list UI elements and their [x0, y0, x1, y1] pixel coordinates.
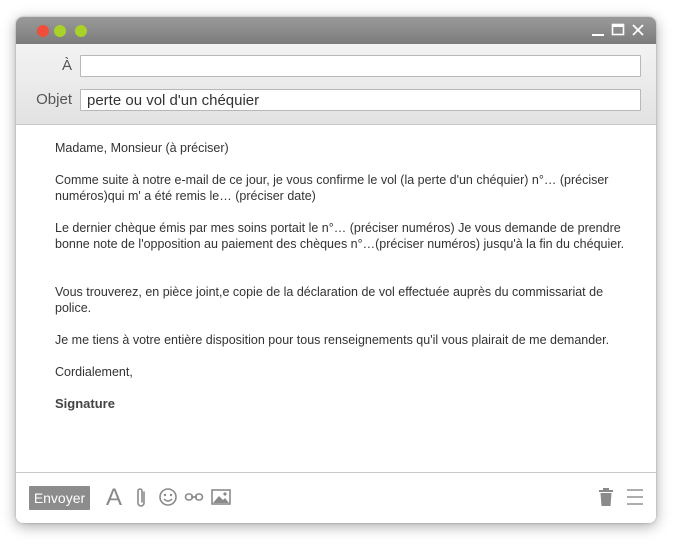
close-icon[interactable]: [629, 21, 647, 39]
to-input[interactable]: [80, 55, 641, 77]
message-body[interactable]: [16, 125, 656, 472]
trash-icon[interactable]: [598, 487, 614, 512]
link-icon[interactable]: [184, 489, 204, 510]
menu-icon[interactable]: [626, 487, 644, 512]
close-dot-button[interactable]: [37, 25, 49, 37]
text-format-icon[interactable]: A: [106, 484, 123, 511]
paperclip-icon[interactable]: [133, 486, 149, 515]
paragraph-3: Vous trouverez, en pièce joint,e copie de la déclaration de vol effectuée auprès du commissariat de police.: [55, 285, 604, 315]
compose-toolbar: [16, 472, 656, 523]
paragraph-1: Comme suite à notre e-mail de ce jour, je vous confirme le vol (la perte d'un chéquier) n°… (préciser numéros)qui m' a été remis le… (préciser date): [55, 173, 609, 203]
signature-text: Signature: [55, 396, 115, 411]
paragraph-2: Le dernier chèque émis par mes soins portait le n°… (préciser numéros) Je vous demande de prendre bonne note de l'opposition au paiement des chèques n°…(préciser numéros) jusqu'à la fin du chéquier.: [55, 221, 625, 251]
send-button[interactable]: Envoyer: [29, 486, 90, 510]
image-icon[interactable]: [211, 488, 231, 511]
emoji-icon[interactable]: [158, 487, 178, 512]
paragraph-4: Je me tiens à votre entière disposition pour tous renseignements qu'il vous plairait de me demander.: [55, 333, 610, 347]
minimize-dot-button[interactable]: [54, 25, 66, 37]
maximize-icon[interactable]: [609, 21, 627, 39]
title-bar: [16, 17, 656, 44]
compose-header: [16, 44, 656, 125]
subject-input[interactable]: [80, 89, 641, 111]
zoom-dot-button[interactable]: [75, 25, 87, 37]
to-label: À: [61, 57, 72, 74]
email-compose-window: [16, 17, 656, 523]
subject-label: Objet: [36, 91, 72, 108]
minimize-icon[interactable]: [589, 21, 607, 39]
greeting-text: Madame, Monsieur (à préciser): [55, 141, 229, 155]
closing-text: Cordialement,: [55, 365, 133, 379]
